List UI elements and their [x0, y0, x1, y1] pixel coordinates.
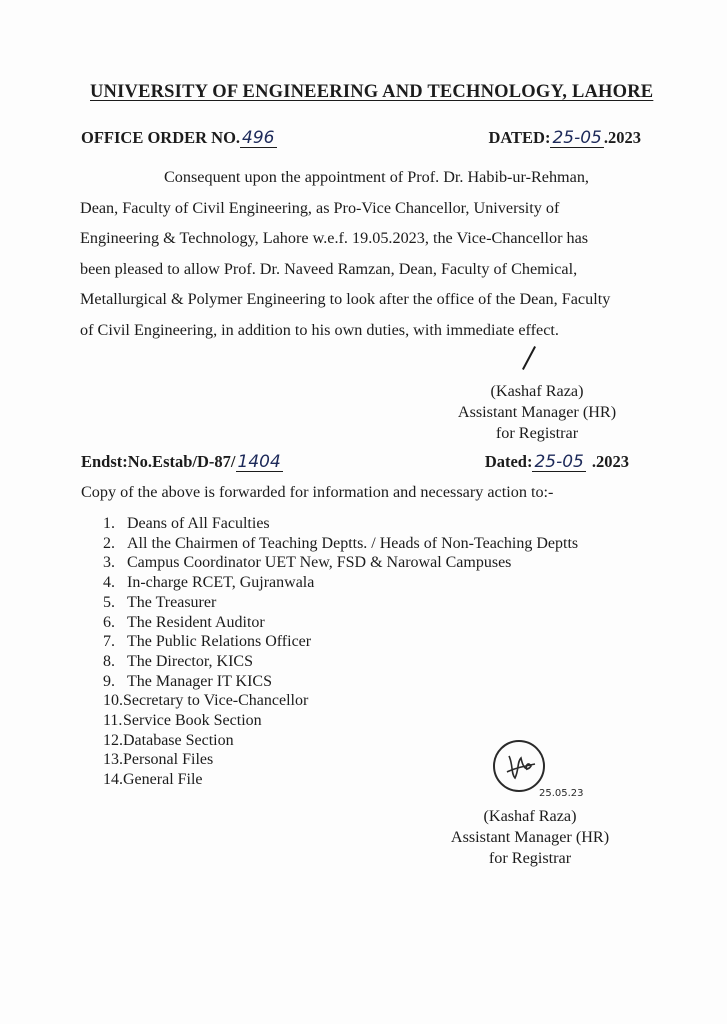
- distribution-item-number: 1.: [103, 515, 115, 532]
- signature-block-1: [437, 381, 637, 444]
- signatory-name: (Kashaf Raza): [490, 382, 584, 400]
- signatory-name: (Kashaf Raza): [483, 807, 577, 825]
- distribution-item: [103, 652, 578, 672]
- distribution-item: [103, 711, 578, 731]
- office-order-date: [488, 128, 641, 148]
- signatory-designation: Assistant Manager (HR): [457, 403, 617, 421]
- body-line: Consequent upon the appointment of Prof. Dr. Habib-ur-Rehman,: [164, 168, 589, 186]
- handwritten-endorsement-date: 25-05: [534, 452, 584, 472]
- distribution-item: [103, 593, 578, 613]
- distribution-item-text: General File: [123, 771, 203, 789]
- distribution-item-number: 8.: [103, 652, 115, 670]
- distribution-item-text: The Director, KICS: [127, 652, 253, 670]
- distribution-item-text: Database Section: [123, 731, 234, 749]
- distribution-item-text: Campus Coordinator UET New, FSD & Narowal Campuses: [127, 554, 512, 572]
- distribution-item: [103, 573, 578, 593]
- distribution-item-text: The Public Relations Officer: [127, 633, 312, 651]
- signatory-for: for Registrar: [488, 849, 572, 867]
- distribution-item-text: Service Book Section: [123, 712, 262, 730]
- distribution-item: [103, 534, 578, 554]
- signatory-designation: Assistant Manager (HR): [450, 828, 610, 846]
- distribution-item-number: 12.: [103, 731, 123, 749]
- distribution-item-text: The Treasurer: [127, 593, 217, 611]
- signatory-for: for Registrar: [495, 424, 579, 442]
- signature-stamp: [493, 740, 545, 792]
- distribution-item-number: 2.: [103, 534, 115, 552]
- office-order-label: OFFICE ORDER NO.: [81, 128, 241, 147]
- body-line: Metallurgical & Polymer Engineering to look after the office of the Dean, Faculty: [80, 290, 611, 308]
- body-line: of Civil Engineering, in addition to his own duties, with immediate effect.: [80, 320, 559, 339]
- distribution-item-number: 11.: [103, 712, 123, 730]
- distribution-item-text: Secretary to Vice-Chancellor: [123, 692, 309, 710]
- office-order-number: [81, 128, 277, 148]
- distribution-item-text: The Resident Auditor: [127, 613, 265, 631]
- distribution-item-number: 4.: [103, 574, 115, 592]
- handwritten-order-number: 496: [242, 128, 275, 148]
- distribution-item-number: 9.: [103, 672, 115, 690]
- signature-mark: [522, 346, 536, 370]
- distribution-item: [103, 632, 578, 652]
- distribution-item-text: In-charge RCET, Gujranwala: [127, 574, 315, 592]
- distribution-item-number: 7.: [103, 633, 115, 651]
- distribution-item-number: 6.: [103, 613, 115, 631]
- distribution-item: [103, 514, 578, 534]
- endorsement-year: .2023: [591, 452, 629, 471]
- order-body: [80, 162, 648, 345]
- office-order-row: [81, 128, 641, 154]
- page-title: UNIVERSITY OF ENGINEERING AND TECHNOLOGY, LAHORE: [90, 82, 654, 102]
- distribution-item: [103, 691, 578, 711]
- stamp-date: 25.05.23: [539, 788, 584, 799]
- signature-scribble-icon: [495, 742, 543, 790]
- dated-year: .2023: [603, 128, 641, 147]
- endorsement-date: [485, 452, 629, 472]
- distribution-item-number: 13.: [103, 751, 123, 769]
- distribution-item-number: 14.: [103, 771, 123, 789]
- distribution-item: [103, 672, 578, 692]
- endorsement-number: [81, 452, 283, 472]
- handwritten-endorsement-number: 1404: [237, 452, 281, 472]
- distribution-item-text: Personal Files: [123, 751, 214, 769]
- signature-block-2: [415, 806, 645, 869]
- distribution-item-text: All the Chairmen of Teaching Deptts. / Heads of Non-Teaching Deptts: [127, 534, 579, 552]
- distribution-item-number: 5.: [103, 593, 115, 611]
- dated-label: DATED:: [488, 128, 551, 147]
- endorsement-dated-label: Dated:: [484, 452, 533, 471]
- body-line: Engineering & Technology, Lahore w.e.f. 19.05.2023, the Vice-Chancellor has: [80, 229, 589, 247]
- endorsement-label: Endst:No.Estab/D-87/: [81, 452, 236, 471]
- copy-forward-text: Copy of the above is forwarded for information and necessary action to:-: [81, 483, 554, 501]
- body-line: Dean, Faculty of Civil Engineering, as Pro-Vice Chancellor, University of: [80, 198, 560, 217]
- distribution-item: [103, 613, 578, 633]
- endorsement-row: [81, 452, 629, 476]
- distribution-item-text: Deans of All Faculties: [127, 515, 270, 532]
- distribution-item: [103, 553, 578, 573]
- distribution-item-number: 10.: [103, 692, 123, 710]
- handwritten-date: 25-05: [552, 128, 602, 148]
- distribution-item-number: 3.: [103, 554, 115, 572]
- distribution-item-text: The Manager IT KICS: [127, 672, 272, 690]
- body-line: been pleased to allow Prof. Dr. Naveed Ramzan, Dean, Faculty of Chemical,: [80, 259, 578, 278]
